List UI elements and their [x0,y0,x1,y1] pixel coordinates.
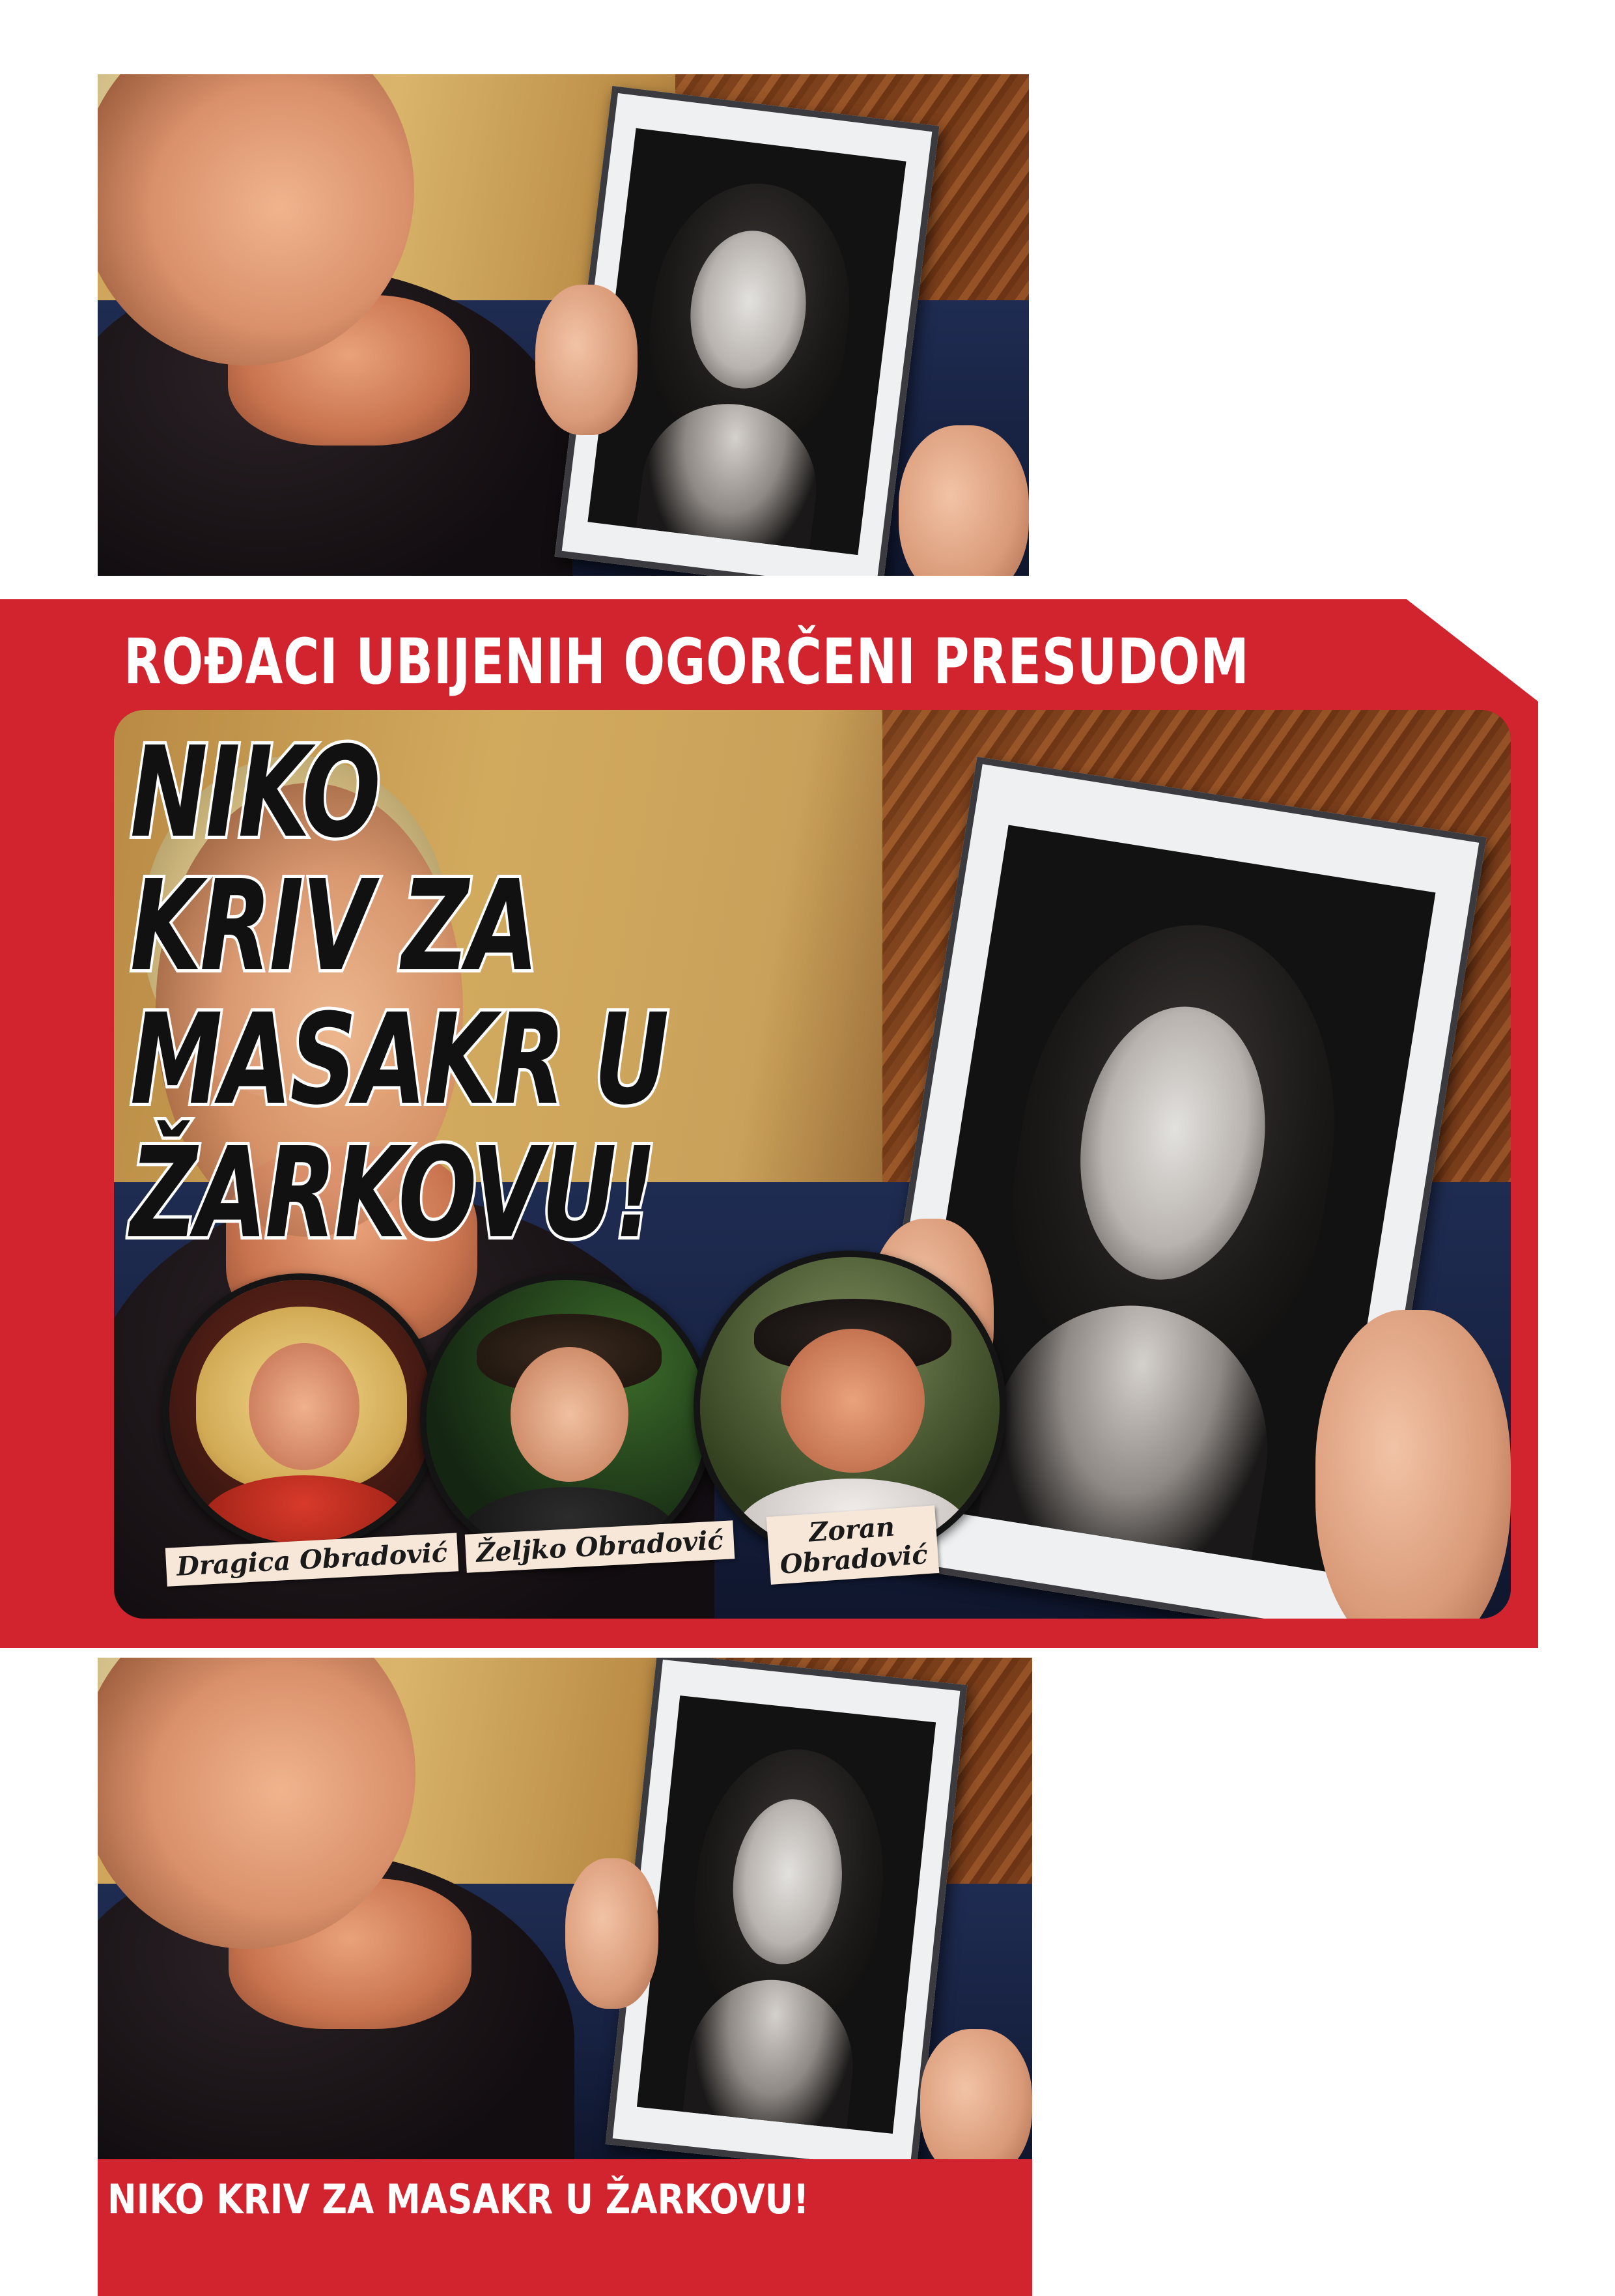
portrait-frame [606,1658,968,2159]
kicker: ROĐACI UBIJENIH OGORČENI PRESUDOM [124,625,1250,698]
portrait-zeljko [420,1273,713,1566]
bottom-photo [98,1658,1032,2159]
caption-dragica: Dragica Obradović [165,1533,459,1586]
portrait-dragica [163,1273,440,1550]
headline-line: KRIV ZA [130,854,537,999]
caption-zoran-line: Obradović [779,1539,929,1580]
headline [130,720,709,1266]
bottom-title: NIKO KRIV ZA MASAKR U ŽARKOVU! [107,2176,809,2223]
headline-line: NIKO [130,720,379,866]
headline-line: ŽARKOVU! [130,1121,655,1266]
caption-zoran [766,1505,940,1585]
caption-zeljko: Željko Obradović [465,1520,735,1572]
headline-line: MASAKR U [130,987,667,1133]
top-photo [98,74,1029,576]
caption-zoran-line: Zoran [808,1511,896,1548]
